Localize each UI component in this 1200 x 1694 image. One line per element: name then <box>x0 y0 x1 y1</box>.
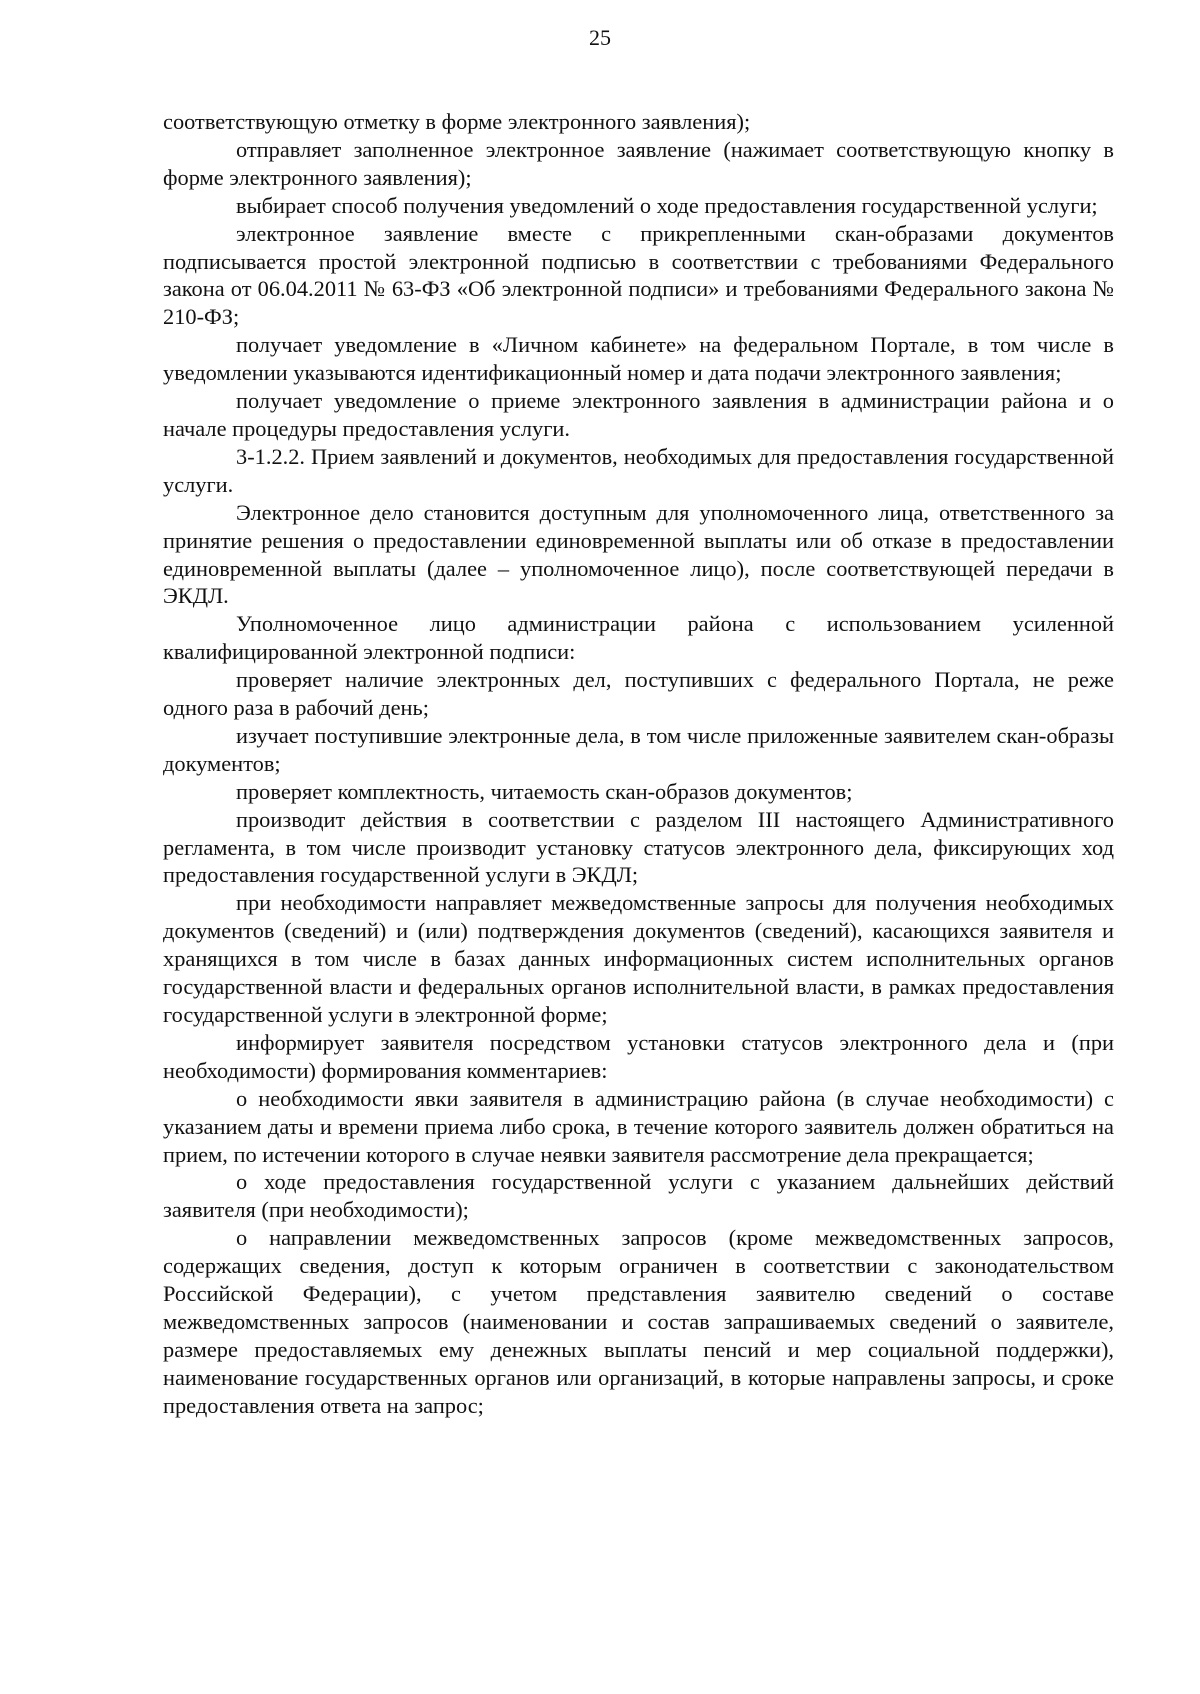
paragraph: информирует заявителя посредством установки статусов электронного дела и (при необходимости) формирования комментариев: <box>163 1029 1114 1083</box>
section-heading-paragraph: 3-1.2.2. Прием заявлений и документов, необходимых для предоставления государственной услуги. <box>163 443 1114 497</box>
page-number: 25 <box>589 25 611 50</box>
paragraph: Электронное дело становится доступным для уполномоченного лица, ответственного за принятие решения о предоставлении единовременной выплаты или об отказе в предоставлении единовременной выплаты (далее – уполномоченное лицо), после соответствующей передачи в ЭКДЛ. <box>163 499 1114 609</box>
paragraph: о необходимости явки заявителя в администрацию района (в случае необходимости) с указанием даты и времени приема либо срока, в течение которого заявитель должен обратиться на прием, по истечении которого в случае неявки заявителя рассмотрение дела прекращается; <box>163 1085 1114 1167</box>
paragraph: Уполномоченное лицо администрации района с использованием усиленной квалифицированной электронной подписи: <box>163 611 1114 665</box>
paragraph-continuation: соответствующую отметку в форме электронного заявления); <box>163 109 751 134</box>
paragraph: производит действия в соответствии с разделом III настоящего Административного регламента, в том числе производит установку статусов электронного дела, фиксирующих ход предоставления государственной услуги в ЭКДЛ; <box>163 806 1114 888</box>
paragraph: получает уведомление в «Личном кабинете» на федеральном Портале, в том числе в уведомлении указываются идентификационный номер и дата подачи электронного заявления; <box>163 332 1114 386</box>
paragraph: о ходе предоставления государственной услуги с указанием дальнейших действий заявителя (при необходимости); <box>163 1169 1114 1223</box>
paragraph: электронное заявление вместе с прикрепленными скан-образами документов подписывается простой электронной подписью в соответствии с требованиями Федерального закона от 06.04.2011 № 63-ФЗ «Об электронной подписи» и требованиями Федерального закона № 210-ФЗ; <box>163 220 1114 330</box>
paragraph: проверяет комплектность, читаемость скан-образов документов; <box>236 778 853 804</box>
paragraph: выбирает способ получения уведомлений о ходе предоставления государственной услуги; <box>236 192 1098 218</box>
paragraph: изучает поступившие электронные дела, в том числе приложенные заявителем скан-образы документов; <box>163 722 1114 776</box>
paragraph: о направлении межведомственных запросов (кроме межведомственных запросов, содержащих сведения, доступ к которым ограничен в соответствии с законодательством Российской Федерации), с учетом представления заявителю сведений о составе межведомственных запросов (наименовании и состав запрашиваемых сведений о заявителе, размере предоставляемых ему денежных выплаты пенсий и мер социальной поддержки), наименование государственных органов или организаций, в которые направлены запросы, и сроке предоставления ответа на запрос; <box>163 1225 1114 1418</box>
paragraph: при необходимости направляет межведомственные запросы для получения необходимых документов (сведений) и (или) подтверждения документов (сведений), касающихся заявителя и хранящихся в том числе в базах данных информационных систем исполнительных органов государственной власти и федеральных органов исполнительной власти, в рамках предоставления государственной услуги в электронной форме; <box>163 890 1114 1027</box>
paragraph: отправляет заполненное электронное заявление (нажимает соответствующую кнопку в форме электронного заявления); <box>163 136 1114 190</box>
paragraph: проверяет наличие электронных дел, поступивших с федерального Портала, не реже одного раза в рабочий день; <box>163 667 1114 721</box>
paragraph: получает уведомление о приеме электронного заявления в администрации района и о начале процедуры предоставления услуги. <box>163 388 1114 441</box>
body-text <box>163 108 1114 1420</box>
